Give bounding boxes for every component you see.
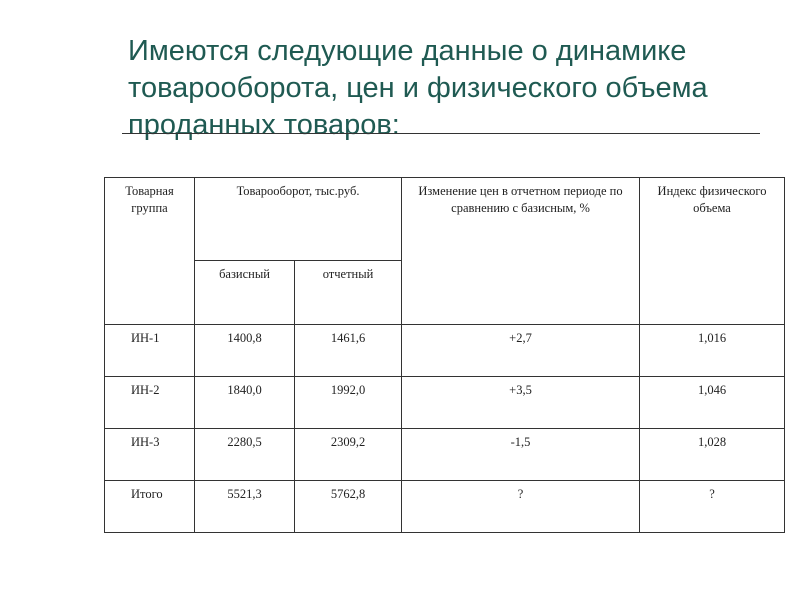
cell-price-change: -1,5 [402,429,640,481]
title-line-1: Имеются следующие данные о динамике [128,35,687,67]
cell-index: ? [640,481,785,533]
header-volume-index: Индекс физического объема [640,178,785,325]
table-row [105,377,785,429]
header-turnover: Товарооборот, тыс.руб. [195,178,402,261]
cell-group: ИН-3 [105,429,195,481]
cell-report: 1992,0 [295,377,402,429]
title-line-3: проданных товаров: [128,109,400,141]
cell-base: 2280,5 [195,429,295,481]
table-row [105,325,785,377]
cell-report: 2309,2 [295,429,402,481]
header-group: Товарная группа [105,178,195,325]
cell-index: 1,028 [640,429,785,481]
table-row-total [105,481,785,533]
header-turnover-report: отчетный [295,261,402,325]
cell-base: 1400,8 [195,325,295,377]
cell-price-change: ? [402,481,640,533]
cell-group: ИН-1 [105,325,195,377]
title-underline [122,133,760,134]
cell-group: Итого [105,481,195,533]
cell-base: 5521,3 [195,481,295,533]
cell-group: ИН-2 [105,377,195,429]
header-turnover-base: базисный [195,261,295,325]
data-table [104,177,785,533]
cell-index: 1,046 [640,377,785,429]
cell-index: 1,016 [640,325,785,377]
cell-price-change: +2,7 [402,325,640,377]
title-line-2: товарооборота, цен и физического объема [128,72,708,104]
cell-base: 1840,0 [195,377,295,429]
slide-title [128,33,768,144]
table-row [105,429,785,481]
header-price-change: Изменение цен в отчетном периоде по сравнению с базисным, % [402,178,640,325]
cell-price-change: +3,5 [402,377,640,429]
table-header-row [105,178,785,261]
cell-report: 1461,6 [295,325,402,377]
cell-report: 5762,8 [295,481,402,533]
